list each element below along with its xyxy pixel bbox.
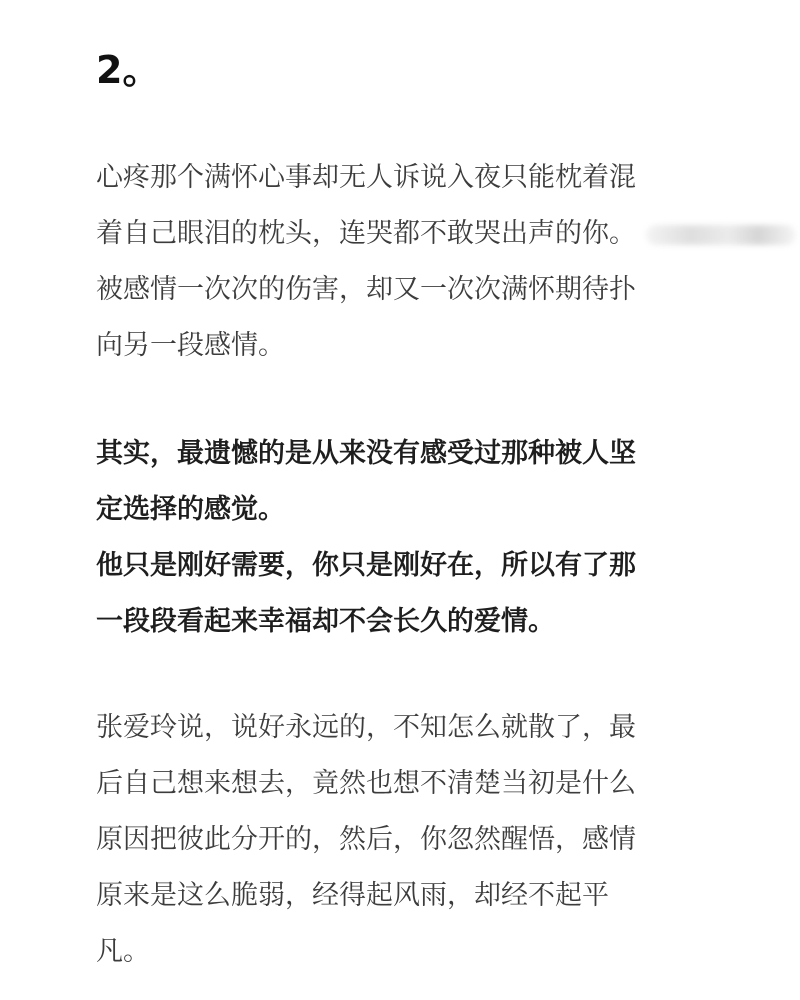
paragraph-3 [96,700,716,980]
text-line: 一段段看起来幸福却不会长久的爱情。 [96,606,555,637]
section-number-heading: 2。 [96,48,161,92]
text-line: 原来是这么脆弱，经得起风雨，却经不起平 [96,880,609,911]
paragraph-2-bold [96,426,716,650]
text-line: 心疼那个满怀心事却无人诉说入夜只能枕着混 [96,162,636,193]
text-line: 其实，最遗憾的是从来没有感受过那种被人坚 [96,438,636,469]
text-line: 凡。 [96,936,150,967]
blurred-watermark [646,225,796,245]
paragraph-1 [96,150,716,374]
text-line: 被感情一次次的伤害，却又一次次满怀期待扑 [96,274,636,305]
text-line: 定选择的感觉。 [96,494,285,525]
text-line: 向另一段感情。 [96,330,285,361]
text-line: 后自己想来想去，竟然也想不清楚当初是什么 [96,768,636,799]
text-line: 着自己眼泪的枕头，连哭都不敢哭出声的你。 [96,218,636,249]
text-line-with-watermark [96,206,716,262]
text-line: 他只是刚好需要，你只是刚好在，所以有了那 [96,550,636,581]
text-line: 原因把彼此分开的，然后，你忽然醒悟，感情 [96,824,636,855]
text-line: 张爱玲说，说好永远的，不知怎么就散了，最 [96,712,636,743]
